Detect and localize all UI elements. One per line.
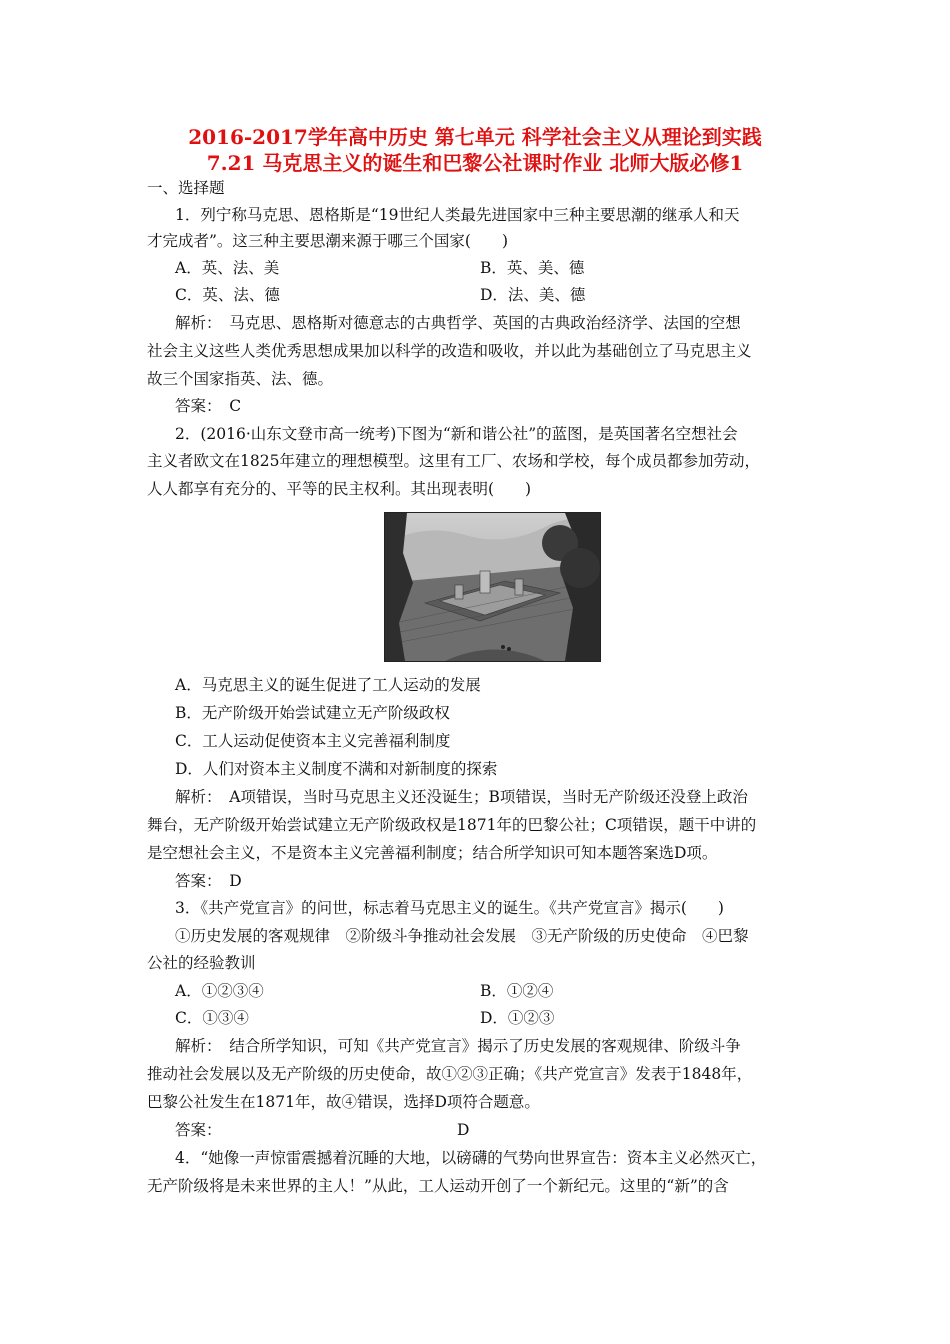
q2-option-d: D．人们对资本主义制度不满和对新制度的探索 (175, 760, 498, 778)
q4-stem-line2: 无产阶级将是未来世界的主人！”从此，工人运动开创了一个新纪元。这里的“新”的含 (147, 1177, 729, 1195)
q2-answer: 答案： D (175, 872, 242, 890)
q2-analysis-line1: 解析： A项错误，当时马克思主义还没诞生；B项错误，当时无产阶级还没登上政治 (175, 788, 748, 806)
q3-option-b: B．①②④ (480, 982, 554, 1000)
q3-analysis-line3: 巴黎公社发生在1871年，故④错误，选择D项符合题意。 (147, 1093, 540, 1111)
q1-option-c: C．英、法、德 (175, 286, 280, 304)
q1-option-a: A．英、法、美 (175, 259, 280, 277)
q3-stem-line1: 3．《共产党宣言》的问世，标志着马克思主义的诞生。《共产党宣言》揭示( ) (175, 899, 724, 917)
q3-stem-line2: ①历史发展的客观规律 ②阶级斗争推动社会发展 ③无产阶级的历史使命 ④巴黎 (175, 927, 749, 945)
q1-answer: 答案： C (175, 397, 242, 415)
q2-analysis-line2: 舞台，无产阶级开始尝试建立无产阶级政权是1871年的巴黎公社；C项错误，题干中讲的 (147, 816, 757, 834)
q2-option-a: A．马克思主义的诞生促进了工人运动的发展 (175, 676, 481, 694)
q3-answer-value: D (457, 1121, 470, 1139)
q1-analysis-line2: 社会主义这些人类优秀思想成果加以科学的改造和吸收，并以此为基础创立了马克思主义 (147, 342, 752, 360)
q2-option-b: B．无产阶级开始尝试建立无产阶级政权 (175, 704, 450, 722)
q1-analysis-line1: 解析： 马克思、恩格斯对德意志的古典哲学、英国的古典政治经济学、法国的空想 (175, 314, 741, 332)
q2-stem-line3: 人人都享有充分的、平等的民主权利。其出现表明( ) (147, 480, 532, 498)
q1-analysis-line3: 故三个国家指英、法、德。 (147, 370, 334, 388)
q2-stem-line1: 2．(2016·山东文登市高一统考)下图为“新和谐公社”的蓝图，是英国著名空想社会 (175, 425, 738, 443)
new-harmony-illustration (384, 512, 601, 662)
doc-title-line2: 7.21 马克思主义的诞生和巴黎公社课时作业 北师大版必修1 (206, 151, 744, 175)
q3-answer-label: 答案： (175, 1121, 222, 1139)
q2-analysis-line3: 是空想社会主义，不是资本主义完善福利制度；结合所学知识可知本题答案选D项。 (147, 844, 718, 862)
q3-option-d: D．①②③ (480, 1009, 555, 1027)
q1-stem-line1: 1．列宁称马克思、恩格斯是“19世纪人类最先进国家中三种主要思潮的继承人和天 (175, 206, 740, 224)
q4-stem-line1: 4．“她像一声惊雷震撼着沉睡的大地，以磅礴的气势向世界宣告：资本主义必然灭亡， (175, 1149, 767, 1167)
q3-analysis-line2: 推动社会发展以及无产阶级的历史使命，故①②③正确；《共产党宣言》发表于1848年， (147, 1065, 753, 1083)
q3-analysis-line1: 解析： 结合所学知识，可知《共产党宣言》揭示了历史发展的客观规律、阶级斗争 (175, 1037, 741, 1055)
section-heading: 一、选择题 (147, 179, 225, 197)
q3-stem-line3: 公社的经验教训 (147, 954, 256, 972)
q3-option-c: C．①③④ (175, 1009, 249, 1027)
q2-option-c: C．工人运动促使资本主义完善福利制度 (175, 732, 451, 750)
q3-option-a: A．①②③④ (175, 982, 264, 1000)
q1-option-b: B．英、美、德 (480, 259, 585, 277)
doc-title-line1: 2016-2017学年高中历史 第七单元 科学社会主义从理论到实践 (188, 125, 762, 149)
q2-stem-line2: 主义者欧文在1825年建立的理想模型。这里有工厂、农场和学校，每个成员都参加劳动， (147, 452, 760, 470)
q1-option-d: D．法、美、德 (480, 286, 586, 304)
q1-stem-line2: 才完成者”。这三种主要思潮来源于哪三个国家( ) (147, 232, 509, 250)
